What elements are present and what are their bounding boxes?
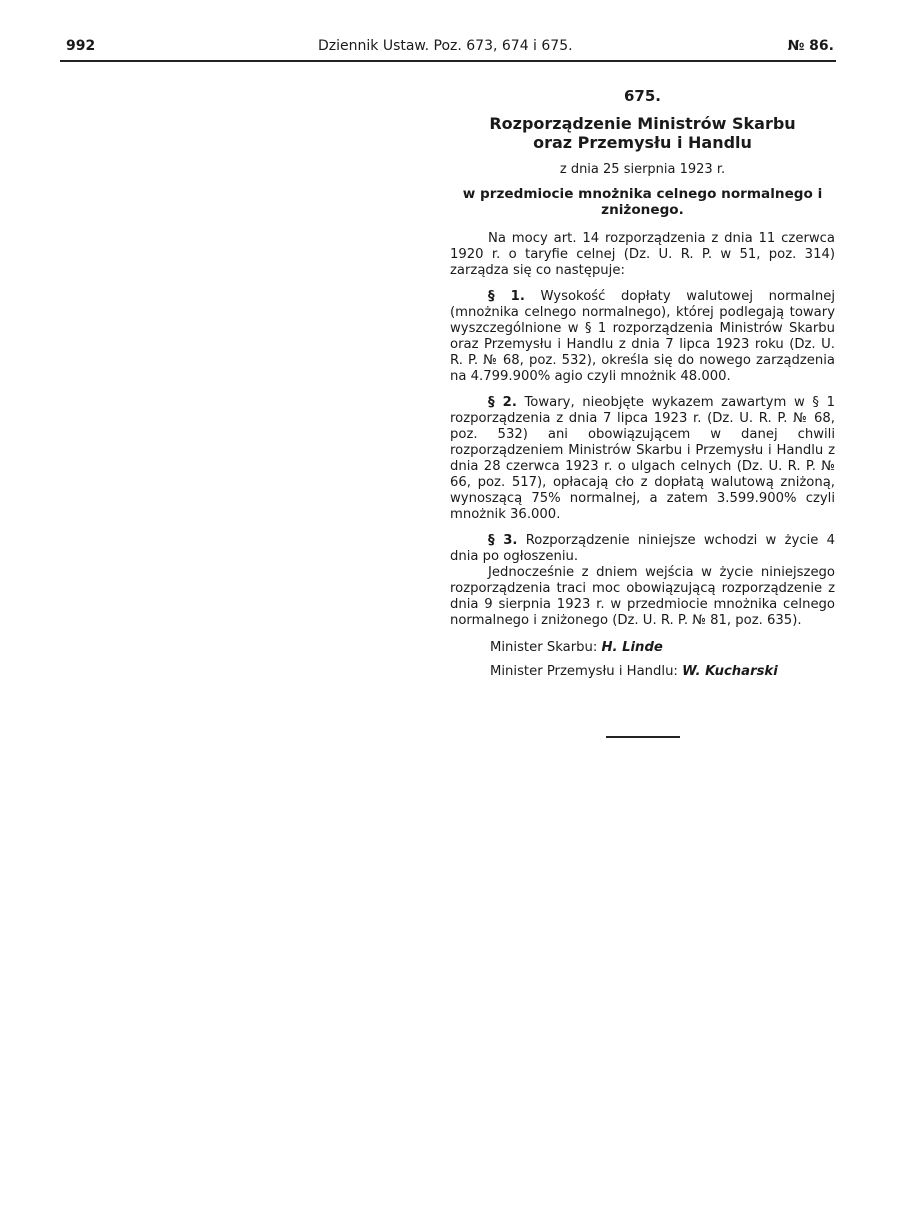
section-3-text: Rozporządzenie niniejsze wchodzi w życie 4 dnia po ogłoszeniu. <box>450 533 835 564</box>
signature-1-role: Minister Skarbu: <box>490 640 598 655</box>
signature-1 <box>450 640 835 656</box>
signature-2-name: W. Kucharski <box>682 664 778 679</box>
section-1-text: Wysokość dopłaty walutowej normalnej (mnożnika celnego normalnego), której podlegają towary wyszczególnione w § 1 rozporządzenia Ministrów Skarbu oraz Przemysłu i Handlu z dnia 7 lipca 1923 roku (Dz. U. R. P. № 68, poz. 532), określa się do nowego zarządzenia na 4.799.900% agio czyli mnożnik 48.000. <box>450 289 835 384</box>
page-header <box>60 38 836 60</box>
act-title-line-2: oraz Przemysłu i Handlu <box>533 133 752 152</box>
act-subject: w przedmiocie mnożnika celnego normalnego i zniżonego. <box>462 186 823 218</box>
section-3-mark: § 3. <box>488 533 518 548</box>
repeal-clause: Jednocześnie z dniem wejścia w życie niniejszego rozporządzenia traci moc obowiązującą rozporządzenie z dnia 9 sierpnia 1923 r. w przedmiocie mnożnika celnego normalnego i zniżonego (Dz. U. R. P. № 81, poz. 635). <box>450 565 835 628</box>
section-1-mark: § 1. <box>488 289 525 304</box>
end-rule <box>606 736 680 738</box>
signature-1-name: H. Linde <box>601 640 663 655</box>
section-2-mark: § 2. <box>488 395 517 410</box>
header-rule <box>60 60 836 62</box>
section-2-text: Towary, nieobjęte wykazem zawartym w § 1 rozporządzenia z dnia 7 lipca 1923 r. (Dz. U. R. P. № 68, poz. 532) ani obowiązującem w danej chwili rozporządzeniem Ministrów Skarbu i Przemysłu i Handlu z dnia 28 czerwca 1923 r. o ulgach celnych (Dz. U. R. P. № 66, poz. 517), opłacają cło z dopłatą walutową zniżoną, wynoszącą 75% normalnej, a zatem 3.599.900% czyli mnożnik 36.000. <box>450 395 835 522</box>
legal-basis: Na mocy art. 14 rozporządzenia z dnia 11 czerwca 1920 r. o taryfie celnej (Dz. U. R. P. w 51, poz. 314) zarządza się co następuje: <box>450 231 835 278</box>
issue-number: № 86. <box>787 38 834 54</box>
section-2 <box>450 395 835 523</box>
act-title-line-1: Rozporządzenie Ministrów Skarbu <box>489 114 796 133</box>
section-3 <box>450 533 835 565</box>
signature-2-role: Minister Przemysłu i Handlu: <box>490 664 678 679</box>
act-date: z dnia 25 sierpnia 1923 r. <box>559 162 726 177</box>
act-column <box>450 88 835 680</box>
page-number: 992 <box>66 38 96 54</box>
journal-title: Dziennik Ustaw. Poz. 673, 674 i 675. <box>318 38 573 54</box>
section-1 <box>450 289 835 385</box>
act-number: 675. <box>623 87 661 105</box>
signature-2 <box>450 664 835 680</box>
